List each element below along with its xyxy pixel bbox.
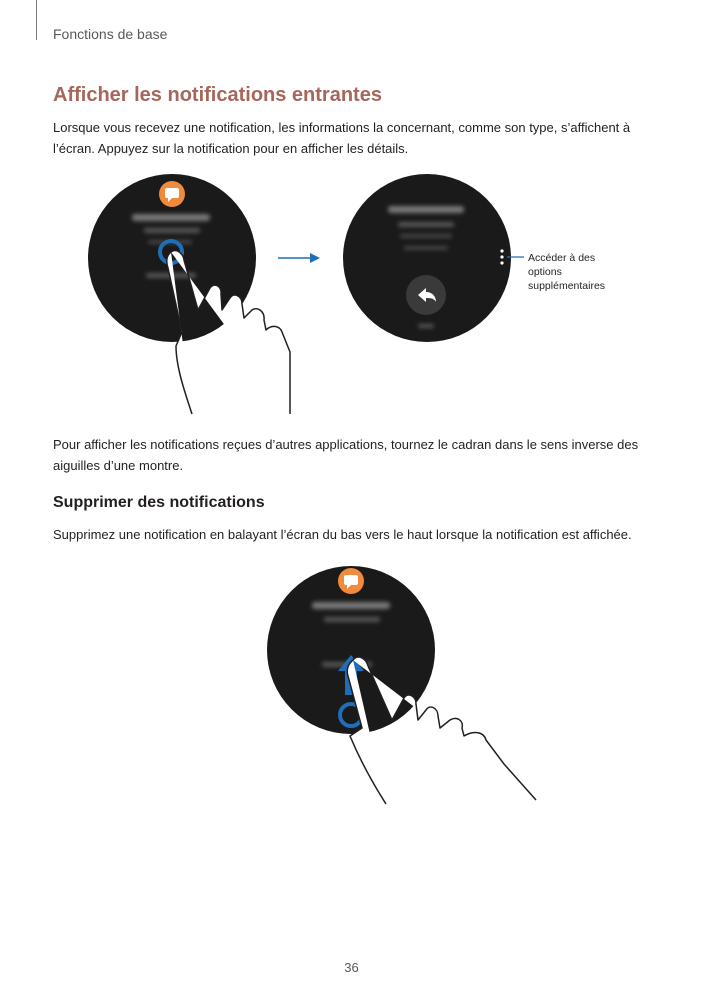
message-icon [159, 181, 185, 207]
more-options-callout: Accéder à des options supplémentaires [528, 252, 606, 292]
hand-swipe-illustration [347, 657, 536, 804]
more-options-icon [500, 249, 503, 264]
tap-notification-figure [0, 170, 703, 425]
section-header: Fonctions de base [53, 26, 168, 42]
rotate-paragraph: Pour afficher les notifications reçues d’autres applications, tournez le cadran dans le sens inverse des aiguilles d’une montre. [53, 437, 639, 473]
arrow-right-icon [278, 253, 320, 263]
intro-paragraph: Lorsque vous recevez une notification, les informations la concernant, comme son type, s’affichent à l’écran. Appuyez sur la notification pour en afficher les détails. [53, 120, 631, 156]
delete-paragraph: Supprimez une notification en balayant l’écran du bas vers le haut lorsque la notification est affichée. [53, 527, 632, 542]
page-number: 36 [344, 960, 359, 975]
watch-screen-right [343, 174, 511, 342]
section-subtitle: Supprimer des notifications [53, 494, 265, 511]
message-icon [338, 568, 364, 594]
page-title: Afficher les notifications entrantes [53, 84, 382, 106]
reply-icon [406, 275, 446, 315]
swipe-delete-figure [0, 560, 703, 820]
header-rule [36, 0, 37, 40]
